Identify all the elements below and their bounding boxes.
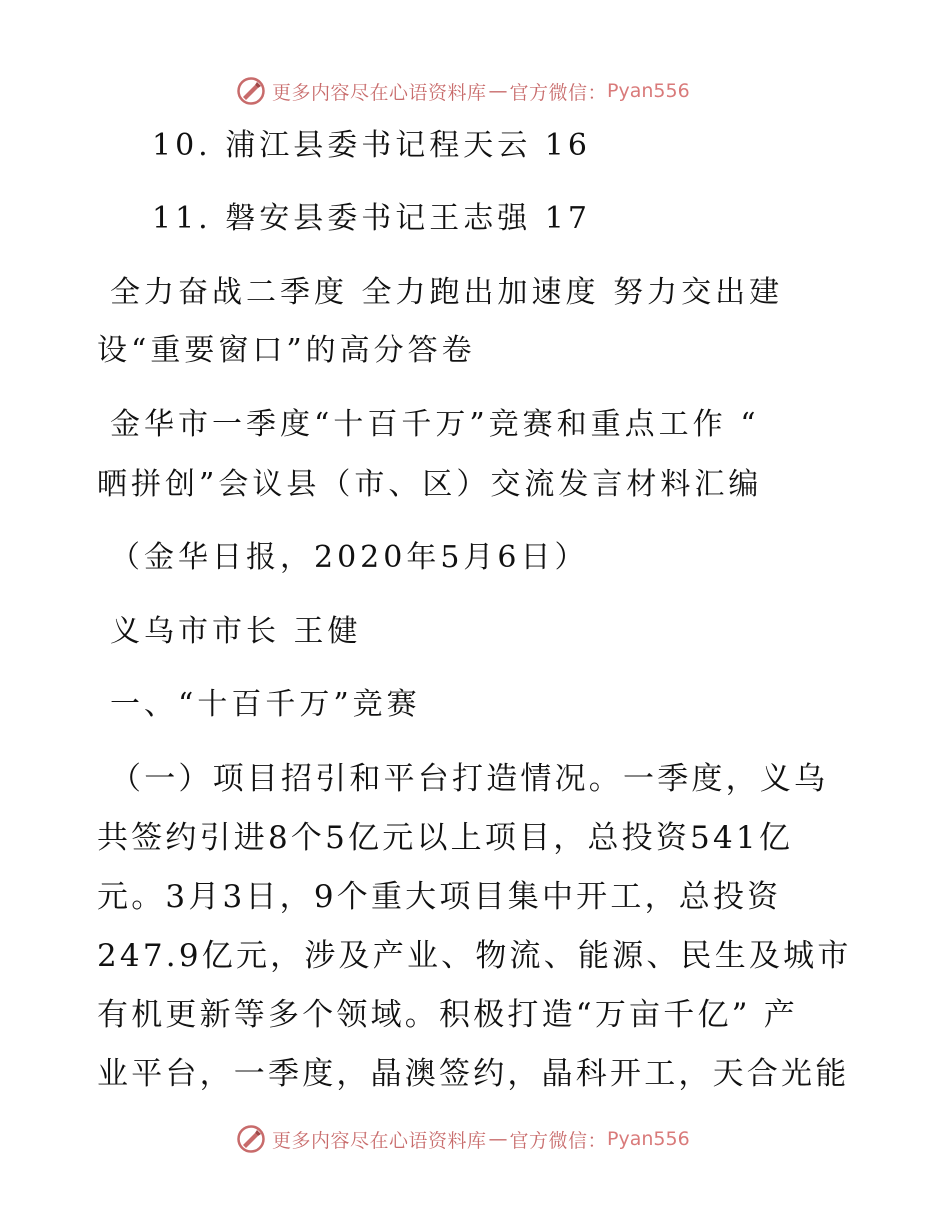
headline-line-2: 设“重要窗口”的高分答卷 <box>97 333 476 368</box>
toc-entry: 10. 浦江县委书记程天云 16 <box>152 128 591 163</box>
watermark-text: 更多内容尽在心语资料库 <box>272 1129 487 1152</box>
paragraph-line: 有机更新等多个领域。积极打造“万亩千亿” 产 <box>97 997 798 1033</box>
speaker-line: 义乌市市长 王健 <box>110 614 362 649</box>
watermark-separator: — <box>488 80 508 102</box>
watermark-handle: Pyan556 <box>607 1128 690 1150</box>
pen-circle-logo-icon <box>236 1124 266 1154</box>
paragraph-line: 247.9亿元，涉及产业、物流、能源、民生及城市 <box>97 938 852 974</box>
paragraph-line: 元。3月3日，9个重大项目集中开工，总投资 <box>97 879 782 915</box>
subheadline-line-1: 金华市一季度“十百千万”竞赛和重点工作 “ <box>110 407 760 442</box>
pen-circle-logo-icon <box>236 76 266 106</box>
watermark-header <box>236 74 690 108</box>
paragraph-line: 共签约引进8个5亿元以上项目，总投资541亿 <box>97 820 794 856</box>
watermark-text: 更多内容尽在心语资料库 <box>272 81 487 104</box>
section-title: 一、“十百千万”竞赛 <box>110 687 421 722</box>
watermark-suffix: 官方微信： <box>509 1129 608 1152</box>
watermark-handle: Pyan556 <box>607 80 690 102</box>
source-line: （金华日报，2020年5月6日） <box>110 540 589 575</box>
watermark-footer <box>236 1122 690 1156</box>
watermark-separator: — <box>488 1128 508 1150</box>
toc-entry: 11. 磐安县委书记王志强 17 <box>152 201 591 236</box>
paragraph-line: （一）项目招引和平台打造情况。一季度，义乌 <box>110 761 829 797</box>
headline-line-1: 全力奋战二季度 全力跑出加速度 努力交出建 <box>110 275 784 310</box>
paragraph-line: 业平台，一季度，晶澳签约，晶科开工，天合光能 <box>97 1056 850 1092</box>
watermark-suffix: 官方微信： <box>509 81 608 104</box>
subheadline-line-2: 晒拼创”会议县（市、区）交流发言材料汇编 <box>97 467 763 502</box>
